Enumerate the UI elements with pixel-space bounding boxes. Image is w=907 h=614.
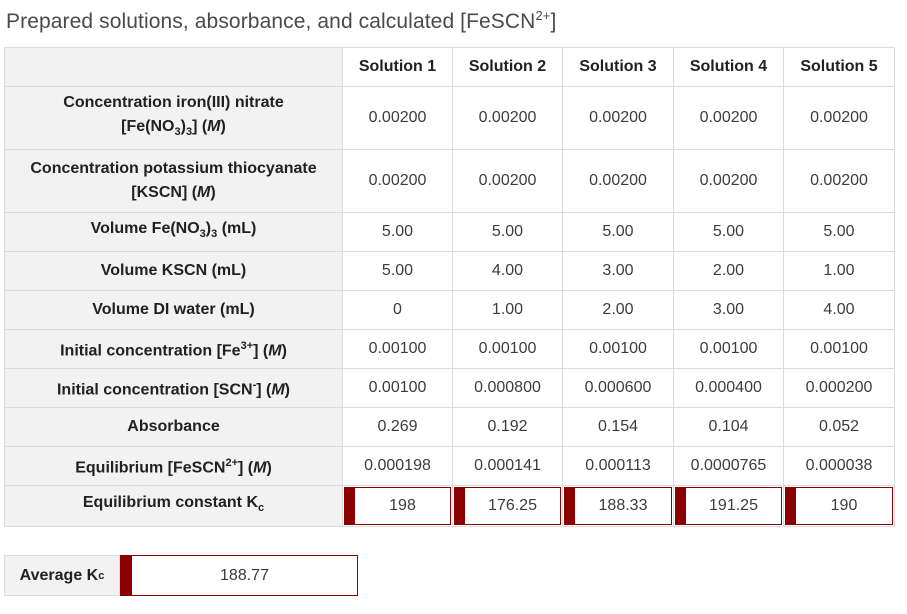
row-label-part: Equilibrium [FeSCN	[75, 459, 226, 477]
table-cell: 0	[343, 291, 453, 330]
table-cell: 0.000800	[453, 369, 563, 408]
row-label-sup: 2+	[225, 457, 238, 470]
answer-value: 190	[830, 497, 858, 514]
row-label-sub: 3	[199, 228, 206, 241]
table-header-row	[5, 48, 895, 87]
table-cell	[343, 486, 453, 527]
table-cell: 0.269	[343, 408, 453, 447]
table-cell: 2.00	[563, 291, 674, 330]
table-row	[5, 447, 895, 486]
table-cell: 0.00200	[453, 150, 563, 213]
row-label-line1: Concentration iron(III) nitrate	[63, 94, 284, 112]
row-label-line1: Concentration potassium thiocyanate	[30, 160, 317, 177]
row-header-equilibrium-fescn	[5, 447, 343, 486]
table-row	[5, 213, 895, 252]
row-label-sub: 3	[174, 126, 181, 139]
kc-answer-field-1[interactable]	[344, 487, 451, 525]
table-cell: 1.00	[784, 252, 895, 291]
table-row	[5, 369, 895, 408]
table-cell: 0.00200	[674, 150, 784, 213]
answer-marker	[565, 488, 575, 524]
table-cell: 4.00	[453, 252, 563, 291]
answer-marker	[676, 488, 686, 524]
row-label-sub: 3	[185, 126, 193, 139]
table-row	[5, 252, 895, 291]
table-cell: 0.00100	[343, 330, 453, 369]
title-text: Prepared solutions, absorbance, and calculated [FeSCN	[6, 10, 536, 33]
row-label-sub: 3	[211, 228, 218, 241]
answer-marker	[786, 488, 796, 524]
title-superscript: 2+	[535, 8, 551, 23]
table-cell	[674, 486, 784, 527]
table-cell: 0.0000765	[674, 447, 784, 486]
table-cell: 3.00	[563, 252, 674, 291]
table-cell: 5.00	[674, 213, 784, 252]
table-cell: 5.00	[453, 213, 563, 252]
table-row	[5, 486, 895, 527]
row-label-unit: M	[268, 342, 282, 360]
answer-marker	[121, 556, 132, 595]
table-cell: 0.00200	[563, 150, 674, 213]
table-cell: 0.00100	[784, 330, 895, 369]
kc-answer-field-2[interactable]	[454, 487, 561, 525]
table-cell	[453, 486, 563, 527]
table-cell: 5.00	[784, 213, 895, 252]
answer-value: 198	[389, 497, 416, 514]
column-header-solution-1: Solution 1	[343, 48, 453, 87]
table-cell: 0.00200	[784, 87, 895, 150]
row-label-sub: c	[258, 502, 265, 515]
average-kc-value: 188.77	[220, 566, 269, 584]
table-cell: 0.00200	[563, 87, 674, 150]
average-kc-label	[4, 555, 120, 596]
answer-marker	[345, 488, 355, 524]
row-header-initial-fe	[5, 330, 343, 369]
table-cell: 0.052	[784, 408, 895, 447]
row-label-part: ] (	[256, 381, 272, 399]
row-label-part: Volume Fe(NO	[90, 220, 200, 238]
row-label-part: ] (	[192, 118, 208, 136]
title-text-end: ]	[550, 10, 557, 33]
table-cell: 0.000600	[563, 369, 674, 408]
table-cell: 0.154	[563, 408, 674, 447]
row-header-equilibrium-constant	[5, 486, 343, 527]
table-cell: 1.00	[453, 291, 563, 330]
answer-value: 176.25	[488, 497, 537, 514]
table-cell: 0.00100	[343, 369, 453, 408]
row-label-part: ] (	[238, 459, 254, 477]
column-header-solution-2: Solution 2	[453, 48, 563, 87]
table-cell: 0.192	[453, 408, 563, 447]
answer-value: 188.33	[598, 497, 648, 514]
row-label-part: )	[284, 381, 290, 399]
row-label-part: Initial concentration [SCN	[56, 381, 253, 399]
row-label-part: )	[205, 220, 212, 238]
row-header-volume-fe	[5, 213, 343, 252]
row-header-conc-kscn	[5, 150, 343, 213]
kc-answer-field-3[interactable]	[564, 487, 672, 525]
kc-answer-field-4[interactable]	[675, 487, 782, 525]
average-kc-block	[4, 555, 358, 596]
kc-answer-field-5[interactable]	[785, 487, 893, 525]
table-cell: 0.00200	[453, 87, 563, 150]
average-kc-answer-field[interactable]	[120, 555, 358, 596]
average-label-sub: c	[98, 569, 105, 582]
row-label-part: )	[210, 184, 216, 201]
table-cell: 0.00100	[453, 330, 563, 369]
table-cell: 0.104	[674, 408, 784, 447]
row-label-part: (mL)	[217, 220, 257, 238]
table-row	[5, 291, 895, 330]
table-cell: 5.00	[563, 213, 674, 252]
table-cell: 0.000200	[784, 369, 895, 408]
table-cell: 3.00	[674, 291, 784, 330]
table-cell: 0.000198	[343, 447, 453, 486]
table-row	[5, 330, 895, 369]
table-cell: 0.00200	[343, 87, 453, 150]
row-label-unit: M	[197, 184, 211, 201]
page-title	[6, 8, 556, 34]
table-corner-cell	[5, 48, 343, 87]
row-label-part: Initial concentration [Fe	[60, 342, 241, 360]
table-cell: 0.00200	[784, 150, 895, 213]
answer-value: 191.25	[709, 497, 758, 514]
row-label-part: Equilibrium constant K	[82, 494, 258, 512]
row-header-volume-water: Volume DI water (mL)	[5, 291, 343, 330]
column-header-solution-3: Solution 3	[563, 48, 674, 87]
row-label-part: ] (	[253, 342, 269, 360]
row-label-part: [KSCN] (	[131, 184, 198, 201]
answer-marker	[455, 488, 465, 524]
column-header-solution-4: Solution 4	[674, 48, 784, 87]
row-label-sup: -	[252, 379, 257, 392]
table-cell: 0.00200	[674, 87, 784, 150]
table-cell: 0.000038	[784, 447, 895, 486]
row-label-unit: M	[253, 459, 267, 477]
row-label-part: [Fe(NO	[121, 118, 175, 136]
table-cell	[784, 486, 895, 527]
row-label-part: )	[180, 118, 186, 136]
row-header-volume-kscn: Volume KSCN (mL)	[5, 252, 343, 291]
row-label-unit: M	[271, 381, 285, 399]
row-label-unit: M	[207, 118, 221, 136]
row-label-part: )	[281, 342, 287, 360]
table-cell: 0.00100	[674, 330, 784, 369]
table-cell: 0.00100	[563, 330, 674, 369]
row-header-conc-iron-nitrate	[5, 87, 343, 150]
table-cell: 0.00200	[343, 150, 453, 213]
row-label-part: )	[266, 459, 272, 477]
table-row	[5, 408, 895, 447]
table-cell	[563, 486, 674, 527]
table-row	[5, 87, 895, 150]
table-cell: 0.000400	[674, 369, 784, 408]
average-label-text: Average K	[19, 566, 99, 584]
table-cell: 2.00	[674, 252, 784, 291]
row-label-sup: 3+	[240, 340, 254, 353]
table-cell: 5.00	[343, 252, 453, 291]
table-cell: 0.000113	[563, 447, 674, 486]
row-header-absorbance: Absorbance	[5, 408, 343, 447]
solutions-table	[4, 47, 895, 527]
column-header-solution-5: Solution 5	[784, 48, 895, 87]
table-cell: 4.00	[784, 291, 895, 330]
row-label-part: )	[220, 118, 226, 136]
row-header-initial-scn	[5, 369, 343, 408]
table-row	[5, 150, 895, 213]
table-cell: 0.000141	[453, 447, 563, 486]
table-cell: 5.00	[343, 213, 453, 252]
